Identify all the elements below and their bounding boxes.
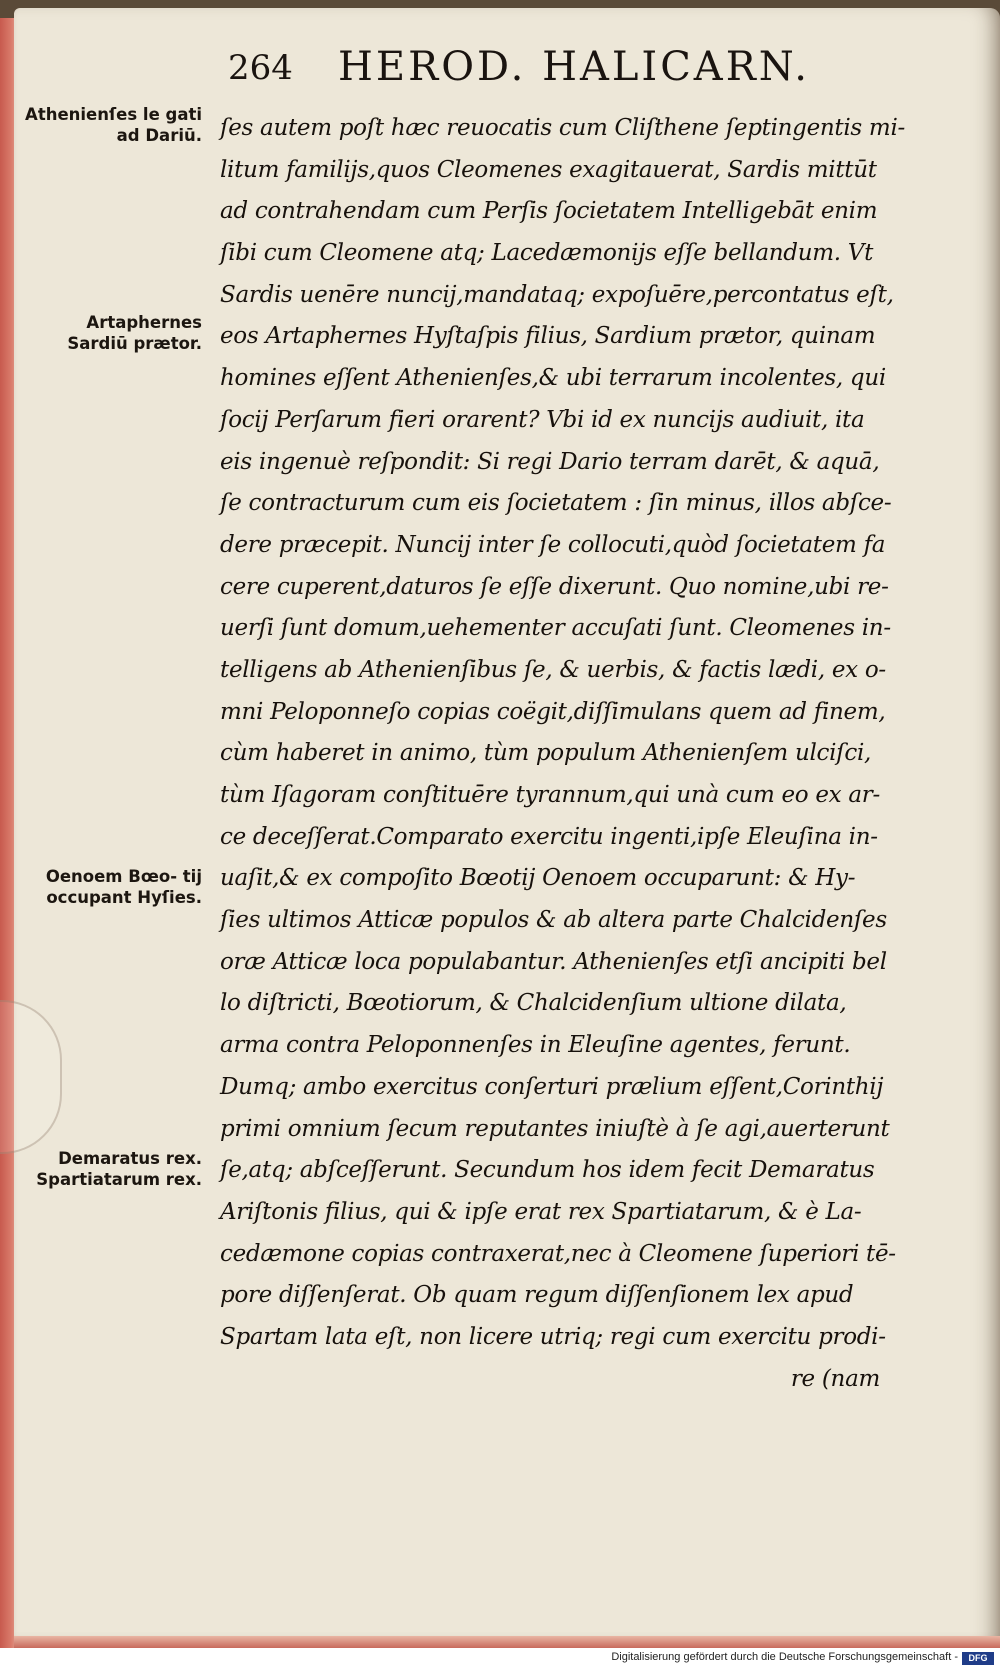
text-line: Spartam lata eſt, non licere utriq; regi cum exercitu prodi- [220,1323,886,1350]
text-line: mni Peloponneſo copias coëgit,diſſimulans quem ad finem, [220,698,886,725]
text-line: uerſi ſunt domum,uehementer accuſati ſunt. Cleomenes in- [220,615,891,642]
text-line: tùm Iſagoram conſtituēre tyrannum,qui unà cum eo ex ar- [220,782,880,808]
text-line: uaſit,& ex compoſito Bœotij Oenoem occuparunt: & Hy- [220,865,856,892]
page-header [218,40,898,100]
text-line: Ariſtonis filius, qui & ipſe erat rex Spartiatarum, & è La- [220,1198,862,1225]
text-line: ſibi cum Cleomene atq; Lacedæmonijs eſſe bellandum. Vt [220,240,874,267]
text-line: cùm haberet in animo, tùm populum Athenienſem ulciſci, [220,740,872,767]
text-line: eos Artaphernes Hyſtaſpis filius, Sardium prætor, quinam [220,323,876,350]
text-line: eis ingenuè reſpondit: Si regi Dario terram darēt, & aquā, [220,448,880,475]
marginal-note: Demaratus rex. Spartiatarum rex. [36,1149,202,1189]
text-line: ce deceſſerat.Comparato exercitu ingenti,ipſe Eleuſina in- [220,823,878,850]
text-line: dere præcepit. Nuncij inter ſe collocuti,quòd ſocietatem fa [220,531,886,558]
text-line-catchword: re (nam [790,1365,880,1392]
marginal-note: Athenienſes le gati ad Dariū. [25,105,202,145]
text-line: lo diſtricti, Bœotiorum, & Chalcidenſium ultione dilata, [220,990,847,1017]
text-line: ſes autem poſt hæc reuocatis cum Cliſthene ſeptingentis mi- [220,115,905,141]
text-line: ſe contracturum cum eis ſocietatem : ſin minus, illos abſce- [220,490,892,517]
text-line: litum familijs,quos Cleomenes exagitauerat, Sardis mittūt [220,156,877,183]
text-line: telligens ab Athenienſibus ſe, & uerbis, & factis lædi, ex o- [220,656,886,683]
text-line: ſies ultimos Atticæ populos & ab altera parte Chalcidenſes [220,907,887,934]
marginal-note: Artaphernes Sardiū prætor. [67,313,202,353]
text-line: homines eſſent Athenienſes,& ubi terrarum incolentes, qui [220,365,886,392]
text-line: pore diſſenſerat. Ob quam regum diſſenſionem lex apud [220,1282,854,1309]
text-line: primi omnium ſecum reputantes iniuſtè à ſe agi,auerterunt [220,1115,890,1142]
main-text [220,108,920,1400]
page-number: 264 [228,48,293,88]
book-edge-bottom [14,1636,1000,1648]
text-line: Sardis uenēre nuncij,mandataq; expoſuēre,percontatus eſt, [220,281,894,308]
funding-notice: Digitalisierung gefördert durch die Deutsche Forschungsgemeinschaft - [611,1651,958,1663]
text-line: arma contra Peloponnenſes in Eleuſine agentes, ferunt. [220,1032,851,1059]
text-line: oræ Atticæ loca populabantur. Athenienſes etſi ancipiti bel [220,948,887,975]
text-line: ad contrahendam cum Perſis ſocietatem Intelligebāt enim [220,198,878,225]
running-title: HEROD. HALICARN. [338,44,810,90]
text-line: ſocij Perſarum fieri orarent? Vbi id ex nuncijs audiuit, ita [220,406,865,433]
text-line: cere cuperent,daturos ſe eſſe dixerunt. Quo nomine,ubi re- [220,573,889,600]
text-line: Dumq; ambo exercitus conſerturi prælium eſſent,Corinthij [220,1073,884,1100]
dfg-logo: DFG [962,1652,994,1665]
text-line: cedæmone copias contraxerat,nec à Cleomene ſuperiori tē- [220,1240,896,1267]
marginal-note: Oenoem Bœo- tij occupant Hyſies. [45,867,202,907]
text-line: ſe,atq; abſceſſerunt. Secundum hos idem fecit Demaratus [220,1157,875,1184]
